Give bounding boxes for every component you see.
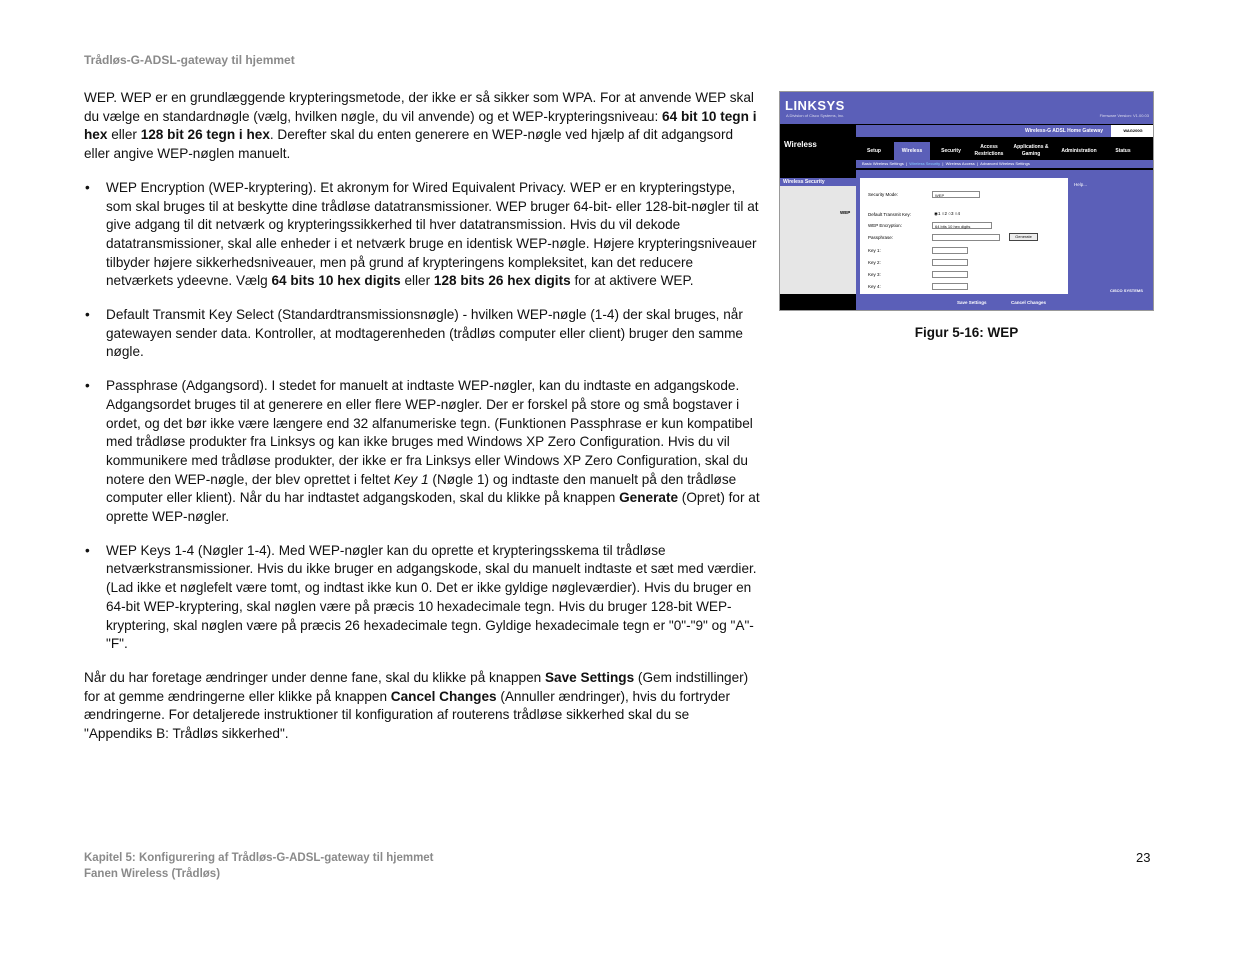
wep-screenshot-figure	[779, 91, 1154, 311]
figure-tab-administration: Administration	[1061, 148, 1097, 154]
figure-tab-security: Security	[941, 148, 961, 154]
figure-tab-applications: Applications & Gaming	[1013, 144, 1049, 157]
figure-section-title: Wireless	[784, 140, 817, 149]
figure-encryption-label: WEP Encryption:	[868, 223, 902, 228]
figure-side-gray	[780, 186, 856, 294]
figure-cancel-button: Cancel Changes	[1011, 300, 1047, 305]
bullet-passphrase: • Passphrase (Adgangsord). I stedet for manuelt at indtaste WEP-nøgler, kan du indtaste en adgangskode. Adgangsordet bruges til at generere en eller flere WEP-nøgler. Der er forskel på store og små bogstaver i ordet, og det bør ikke være længere end 32 alfanumeriske tegn. (Funktionen Passphrase er kun kompatibel med trådløse produkter fra Linksys og kan ikke bruges med Windows XP Zero Configuration. Hvis du vil kommunikere med trådløse produkter, der ikke er fra Linksys eller Windows XP Zero Configuration, skal du notere den WEP-nøgle, der blev oprettet i feltet Key 1 (Nøgle 1) og indtaste den manuelt på den trådløse computer eller klient). Når du har indtastet adgangskoden, skal du klikke på knappen Generate (Opret) for at oprette WEP-nøgler.	[85, 378, 760, 525]
bullet-wep-keys: • WEP Keys 1-4 (Nøgler 1-4). Med WEP-nøgler kan du oprette et krypteringsskema til trådløse netværkstransmissioner. Hvis du ikke bruger en adgangskode, skal du manuelt indtaste et sæt med værdier. (Lad ikke et nøglefelt være tomt, og indtast ikke kun 0. Det er ikke gyldige nøgleværdier). Hvis du bruger en 64-bit WEP-kryptering, skal nøglen være på præcis 10 hexadecimale tegn. Hvis du bruger 128-bit WEP-kryptering, skal nøglen være på præcis 26 hexadecimale tegn. Gyldige hexadecimale tegn er "0"-"9" og "A"-"F".	[85, 542, 757, 652]
figure-security-mode-label: Security Mode:	[868, 192, 899, 197]
figure-tab-access: Access Restrictions	[974, 144, 1004, 157]
figure-help-panel: Help...	[1070, 178, 1154, 294]
figure-passphrase-field	[932, 234, 1000, 241]
page-number: 23	[1136, 850, 1151, 865]
closing-paragraph: Når du har foretage ændringer under denne fane, skal du klikke på knappen Save Settings (Gem indstillinger) for at gemme ændringerne eller klikke på knappen Cancel Changes (Annuller ændringer), hvis du fortryder ændringerne. For detaljerede instruktioner til konfiguration af routerens trådløse sikkerhed skal du se "Appendiks B: Trådløs sikkerhed".	[84, 669, 749, 742]
figure-generate-button: Generate	[1009, 233, 1038, 241]
figure-key1-label: Key 1:	[868, 248, 881, 253]
radio-icon: ◉	[934, 211, 938, 216]
bullet-marker: •	[85, 378, 90, 394]
figure-tab-status: Status	[1115, 148, 1131, 154]
figure-key2-field	[932, 259, 968, 266]
bullet-marker: •	[85, 179, 90, 195]
figure-save-button: Save Settings	[957, 300, 987, 305]
figure-default-key-label: Default Transmit Key:	[868, 212, 912, 217]
radio-icon: ○	[954, 211, 958, 216]
radio-icon: ○	[948, 211, 951, 216]
running-header: Trådløs-G-ADSL-gateway til hjemmet	[84, 53, 295, 67]
body-text	[84, 89, 760, 759]
bullet-default-transmit-key: • Default Transmit Key Select (Standardtransmissionsnøgle) - hvilken WEP-nøgle (1-4) der skal bruges, når gatewayen sender data. Kontroller, at modtagerenheden (trådløs computer eller client) bruger den samme nøgle.	[85, 307, 743, 360]
figure-key3-field	[932, 271, 968, 278]
figure-model: WAG200G	[1111, 125, 1154, 137]
figure-key3-label: Key 3:	[868, 272, 881, 277]
bullet-marker: •	[85, 542, 90, 558]
figure-key4-label: Key 4:	[868, 284, 881, 289]
figure-wep-label: WEP	[840, 210, 851, 215]
figure-tab-wireless: Wireless	[894, 142, 930, 160]
radio-icon: ○	[941, 211, 945, 216]
firmware-version: Firmware Version: V1.00.03	[1099, 113, 1149, 118]
figure-product-name: Wireless-G ADSL Home Gateway	[856, 125, 1111, 137]
linksys-logo: LINKSYS	[785, 98, 845, 113]
figure-key1-field	[932, 247, 968, 254]
logo-subtitle: A Division of Cisco Systems, Inc.	[786, 113, 845, 118]
figure-side-title: Wireless Security	[783, 179, 825, 185]
footer-section: Fanen Wireless (Trådløs)	[84, 868, 221, 880]
figure-tab-setup: Setup	[867, 148, 881, 154]
figure-security-mode-select: WEP	[932, 191, 980, 198]
page-footer	[84, 850, 434, 882]
figure-caption: Figur 5-16: WEP	[914, 325, 1019, 340]
bullet-marker: •	[85, 307, 90, 323]
figure-key2-label: Key 2:	[868, 260, 881, 265]
figure-subtabs: Basic Wireless Settings | Wireless Security | Wireless Access | Advanced Wireless Settings	[856, 160, 1154, 168]
figure-key-radios: ◉1 ○2 ○3 ○4	[934, 211, 960, 216]
bullet-wep-encryption: • WEP Encryption (WEP-kryptering). Et akronym for Wired Equivalent Privacy. WEP er en krypteringstype, som skal bruges til at beskytte dine trådløse datatransmissioner. WEP bruger 64-bit- eller 128-bit-nøgler til at give adgang til dit netværk og krypteringssikkerhed til hver datatransmission. Hvis du vil dekode datatransmissioner, skal alle enheder i et netværk bruge en identisk WEP-nøgle. Højere krypteringsniveauer tilbyder højere sikkerhedsniveauer, men på grund af krypteringens kompleksitet, kan det reducere netværkets ydeevne. Vælg 64 bits 10 hex digits eller 128 bits 26 hex digits for at aktivere WEP.	[85, 179, 759, 289]
footer-chapter: Kapitel 5: Konfigurering af Trådløs-G-ADSL-gateway til hjemmet	[84, 852, 434, 864]
figure-tabs	[856, 142, 1154, 160]
cisco-logo: CISCO SYSTEMS	[1110, 288, 1143, 293]
figure-encryption-select: 64 bits 10 hex digits	[932, 222, 992, 229]
figure-passphrase-label: Passphrase:	[868, 235, 894, 240]
figure-key4-field	[932, 283, 968, 290]
intro-paragraph: WEP. WEP er en grundlæggende krypteringsmetode, der ikke er så sikker som WPA. For at anvende WEP skal du vælge en standardnøgle (vælg, hvilken nøgle, du vil anvende) og et WEP-krypteringsniveau: 64 bit 10 tegn i hex eller 128 bit 26 tegn i hex. Derefter skal du enten generere en WEP-nøgle ved hjælp af dit adgangsord eller angive WEP-nøglen manuelt.	[84, 90, 757, 162]
